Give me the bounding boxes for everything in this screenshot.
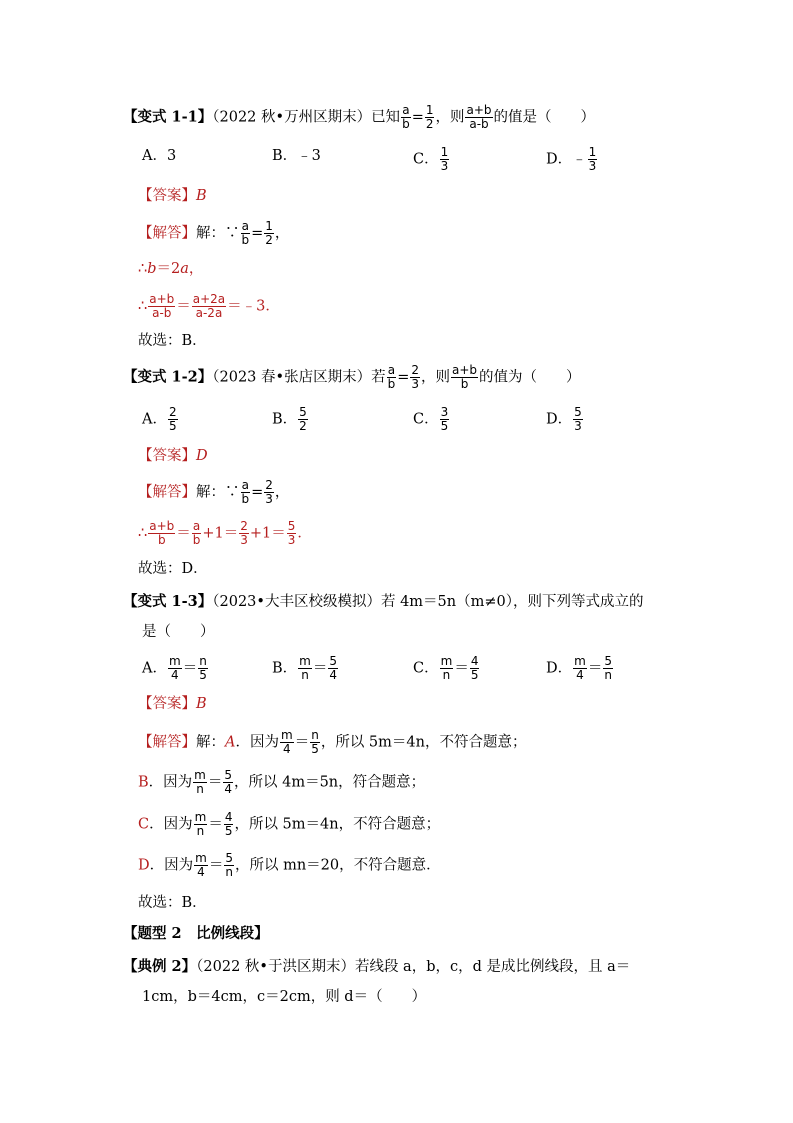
example2-stem: 【典例 2】（2022 秋•于洪区期末）若线段 a，b，c，d 是成比例线段，且 a＝ [123, 958, 631, 975]
q1-solution-line3: ∴ $\frac{a+b}{a-b}$ ＝ $\frac{a+2a}{a-2a}$ ＝﹣3． [138, 292, 280, 320]
fraction: $\frac{1}{3}$ [588, 145, 597, 173]
q2-stem: 【变式 1-2】（2023 春•张店区期末）若 $\frac{a}{b}$ = $\frac{2}{3}$ ，则 $\frac{a+b}{b}$ 的值为（ ） [123, 363, 581, 391]
fraction: $\frac{a}{b}$ [241, 219, 250, 247]
fraction: $\frac{5}{n}$ [604, 654, 612, 682]
q3-solution-a: 【解答】解：A．因为 $\frac{m}{4}$ ＝ $\frac{n}{5}$ ，所以 5m＝4n，不符合题意； [138, 728, 527, 756]
fraction: $\frac{5}{2}$ [299, 405, 307, 433]
fraction: $\frac{n}{5}$ [199, 654, 207, 682]
q3-option-b: B． $\frac{m}{n}$ ＝ $\frac{5}{4}$ [272, 654, 337, 682]
fraction: $\frac{a+b}{b}$ [451, 363, 478, 391]
fraction: $\frac{a+b}{a-b}$ [149, 292, 175, 320]
fraction: $\frac{m}{4}$ [280, 728, 293, 756]
fraction: $\frac{5}{4}$ [224, 768, 232, 796]
q2-label: 【变式 1-2】 [123, 368, 213, 386]
q2-option-b: B． $\frac{5}{2}$ [272, 405, 307, 433]
fraction: $\frac{m}{4}$ [574, 654, 586, 682]
q1-option-d: D．﹣ $\frac{1}{3}$ [546, 145, 597, 173]
q3-solution-b: B．因为 $\frac{m}{n}$ ＝ $\frac{5}{4}$ ，所以 4m＝5n，符合题意； [138, 768, 426, 796]
fraction: $\frac{a+b}{a-b}$ [466, 103, 492, 131]
fraction: $\frac{4}{5}$ [224, 810, 233, 838]
fraction: $\frac{1}{2}$ [425, 103, 434, 131]
fraction: $\frac{m}{n}$ [194, 810, 207, 838]
q1-stem: 【变式 1-1】（2022 秋•万州区期末）已知 $\frac{a}{b}$ = $\frac{1}{2}$ ，则 $\frac{a+b}{a-b}$ 的值是（ ） [123, 103, 596, 131]
q2-option-c: C． $\frac{3}{5}$ [413, 405, 449, 433]
fraction: $\frac{5}{3}$ [287, 519, 296, 547]
fraction: $\frac{m}{n}$ [194, 768, 206, 796]
fraction: $\frac{a+b}{b}$ [149, 519, 175, 547]
fraction: $\frac{3}{5}$ [440, 405, 449, 433]
q1-solution-line1: 【解答】解：∵ $\frac{a}{b}$ = $\frac{1}{2}$ ， [138, 219, 290, 247]
q3-label: 【变式 1-3】 [123, 593, 213, 610]
q1-option-b: B．﹣3 [272, 148, 321, 164]
fraction: $\frac{2}{3}$ [265, 478, 273, 506]
q2-solution-line1: 【解答】解：∵ $\frac{a}{b}$ = $\frac{2}{3}$ ， [138, 478, 290, 506]
q2-option-a: A． $\frac{2}{5}$ [142, 405, 177, 433]
fraction: $\frac{m}{n}$ [299, 654, 311, 682]
q3-option-d: D． $\frac{m}{4}$ ＝ $\frac{5}{n}$ [546, 654, 612, 682]
q3-answer: 【答案】B [138, 696, 207, 712]
fraction: $\frac{a}{b}$ [387, 363, 396, 391]
q1-option-a: A．3 [142, 148, 177, 164]
fraction: $\frac{n}{5}$ [311, 728, 319, 756]
fraction: $\frac{a+2a}{a-2a}$ [192, 292, 226, 320]
q3-solution-d: D．因为 $\frac{m}{4}$ ＝ $\frac{5}{n}$ ，所以 mn＝20，不符合题意． [138, 851, 441, 879]
fraction: $\frac{2}{3}$ [411, 363, 419, 391]
fraction: $\frac{2}{5}$ [168, 405, 177, 433]
q3-option-c: C． $\frac{m}{n}$ ＝ $\frac{4}{5}$ [413, 654, 479, 682]
example2-stem-cont: 1cm，b＝4cm，c＝2cm，则 d＝（ ） [142, 989, 427, 1005]
q3-choice: 故选：B． [138, 895, 207, 911]
q1-answer: 【答案】B [138, 188, 207, 204]
q3-solution-c: C．因为 $\frac{m}{n}$ ＝ $\frac{4}{5}$ ，所以 5m＝4n，不符合题意； [138, 810, 441, 838]
fraction: $\frac{5}{4}$ [329, 654, 337, 682]
example2-label: 【典例 2】 [123, 958, 197, 975]
fraction: $\frac{4}{5}$ [470, 654, 479, 682]
fraction: $\frac{1}{3}$ [440, 145, 449, 173]
q2-choice: 故选：D． [138, 561, 208, 577]
q3-stem: 【变式 1-3】（2023•大丰区校级模拟）若 4m＝5n（m≠0），则下列等式成立的 [123, 593, 644, 610]
fraction: $\frac{a}{b}$ [241, 478, 250, 506]
fraction: $\frac{m}{4}$ [195, 851, 207, 879]
q2-solution-line2: ∴ $\frac{a+b}{b}$ ＝ $\frac{a}{b}$ +1＝ $\frac{2}{3}$ +1＝ $\frac{5}{3}$ ． [138, 519, 312, 547]
q2-option-d: D． $\frac{5}{3}$ [546, 405, 582, 433]
fraction: $\frac{1}{2}$ [265, 219, 273, 247]
q1-choice: 故选：B． [138, 333, 207, 349]
fraction: $\frac{2}{3}$ [240, 519, 248, 547]
q2-answer: 【答案】D [138, 448, 208, 464]
section-title: 【题型 2 比例线段】 [123, 925, 269, 942]
fraction: $\frac{a}{b}$ [402, 103, 410, 131]
q1-option-c: C． $\frac{1}{3}$ [413, 145, 449, 173]
fraction: $\frac{5}{n}$ [225, 851, 233, 879]
fraction: $\frac{a}{b}$ [192, 519, 201, 547]
q1-label: 【变式 1-1】 [123, 108, 213, 126]
q1-solution-line2: ∴b＝2a， [138, 261, 204, 277]
fraction: $\frac{m}{n}$ [440, 654, 453, 682]
q3-option-a: A． $\frac{m}{4}$ ＝ $\frac{n}{5}$ [142, 654, 207, 682]
fraction: $\frac{m}{4}$ [168, 654, 181, 682]
fraction: $\frac{5}{3}$ [574, 405, 582, 433]
q3-stem-cont: 是（ ） [142, 624, 215, 640]
